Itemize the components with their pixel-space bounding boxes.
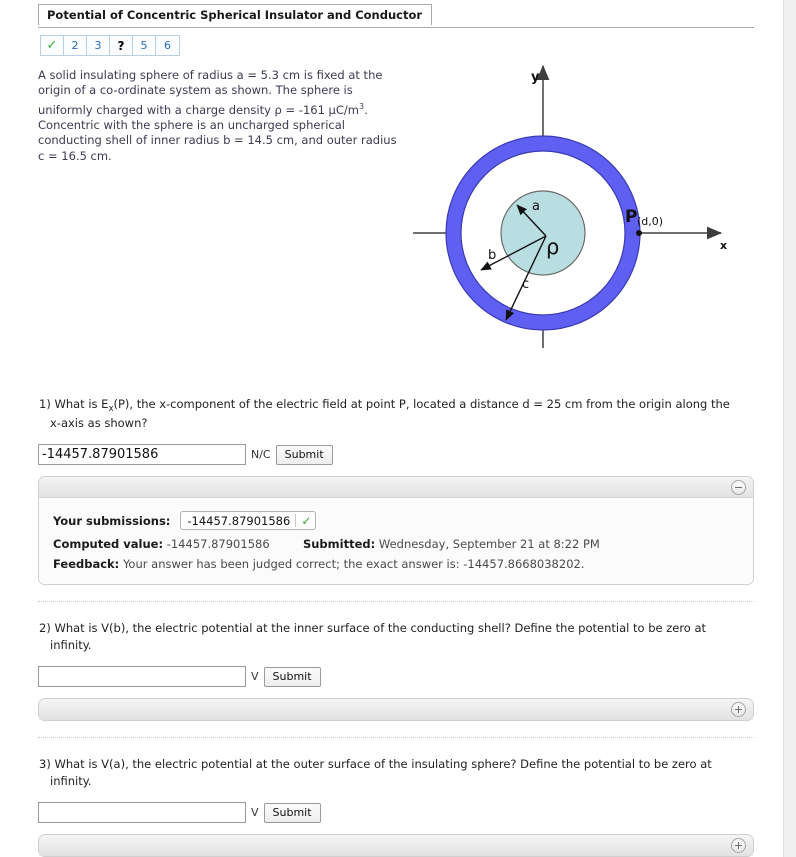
computed-value-label: Computed value: — [53, 537, 164, 552]
question-1-text-line2: x-axis as shown? — [50, 416, 148, 431]
separator-1 — [38, 601, 754, 602]
nav-tab-1[interactable]: ✓ — [41, 36, 64, 55]
nav-tab-2[interactable]: 2 — [64, 36, 87, 55]
question-3-text — [38, 756, 754, 790]
physics-diagram — [413, 48, 754, 368]
nav-tab-6[interactable]: 6 — [156, 36, 179, 55]
label-c: c — [522, 277, 530, 292]
submitted-value: Wednesday, September 21 at 8:22 PM — [378, 537, 600, 552]
feedback-value: Your answer has been judged correct; the exact answer is: -14457.8668038202. — [122, 557, 585, 572]
question-2-text — [38, 620, 754, 654]
y-axis-label: y — [531, 70, 540, 85]
question-2-answer-row — [38, 666, 754, 687]
submission-value-box — [180, 511, 316, 530]
question-3 — [38, 756, 754, 857]
question-1-submissions-row — [53, 511, 753, 530]
plus-circle-icon[interactable] — [731, 702, 746, 717]
submission-value: -14457.87901586 — [187, 513, 291, 528]
submissions-label: Your submissions: — [53, 513, 171, 528]
question-3-number: 3) — [39, 757, 51, 772]
question-2-submit-button[interactable]: Submit — [264, 667, 321, 687]
submitted-label: Submitted: — [302, 537, 376, 552]
question-1-result-panel — [38, 476, 754, 585]
label-a: a — [532, 199, 540, 214]
nav-tab-3[interactable]: 3 — [87, 36, 110, 55]
problem-statement — [38, 68, 398, 164]
question-1-feedback-row — [53, 557, 753, 571]
question-2-panel-header — [39, 699, 753, 720]
question-1-unit-label: N/C — [251, 448, 271, 462]
minus-circle-icon[interactable] — [731, 480, 746, 495]
question-3-unit-label: V — [251, 806, 259, 820]
question-1-panel-body — [39, 498, 753, 584]
question-1-text-post: (P), the x-component of the electric field at point P, located a distance d = 25 cm from the origin along the — [113, 397, 730, 412]
question-2-unit-label: V — [251, 670, 259, 684]
question-2-text-main: What is V(b), the electric potential at the inner surface of the conducting shell? Define the potential to be zero at — [54, 621, 707, 636]
question-1-number: 1) — [39, 397, 51, 412]
submission-divider — [295, 514, 296, 527]
statement-line-5: conducting shell of inner radius b = 14.5 cm, and outer radius c — [38, 133, 397, 163]
statement-line-2: origin of a co-ordinate system as shown. The sphere is — [38, 83, 353, 98]
label-point-p-subscript: (d,0) — [637, 215, 664, 228]
question-1-text-pre: What is E — [54, 397, 109, 412]
statement-line-4: Concentric with the sphere is an uncharged spherical — [38, 118, 345, 133]
x-axis-label: x — [720, 239, 728, 252]
statement-line-3: uniformly charged with a charge density ρ = -161 μC/m — [38, 102, 359, 117]
question-2-text-line2: infinity. — [50, 638, 92, 653]
question-3-panel-header — [39, 835, 753, 856]
point-p-marker — [636, 230, 642, 236]
question-3-submit-button[interactable]: Submit — [264, 803, 321, 823]
green-check-icon: ✓ — [301, 513, 312, 528]
question-2-number: 2) — [39, 621, 51, 636]
title-tab-row — [38, 4, 754, 28]
question-1-text — [38, 396, 754, 432]
separator-2 — [38, 737, 754, 738]
question-1-answer-row — [38, 444, 754, 465]
nav-tab-4[interactable]: ? — [110, 36, 133, 55]
question-3-text-main: What is V(a), the electric potential at the outer surface of the insulating sphere? Define the potential to be zero at — [54, 757, 712, 772]
question-1 — [38, 396, 754, 585]
question-nav-tabs — [40, 35, 180, 56]
question-2 — [38, 620, 754, 721]
plus-circle-icon[interactable] — [731, 838, 746, 853]
question-3-answer-row — [38, 802, 754, 823]
question-2-answer-input[interactable] — [38, 666, 246, 687]
label-b: b — [488, 248, 497, 263]
question-3-text-line2: infinity. — [50, 774, 92, 789]
question-1-submit-button[interactable]: Submit — [276, 445, 333, 465]
question-2-result-panel — [38, 698, 754, 721]
statement-line-3-end: . — [364, 102, 368, 117]
question-1-panel-header — [39, 477, 753, 498]
label-rho: ρ — [546, 235, 560, 259]
statement-exponent: 3 — [358, 101, 365, 111]
nav-tab-5[interactable]: 5 — [133, 36, 156, 55]
page-title: Potential of Concentric Spherical Insulator and Conductor — [38, 4, 432, 25]
statement-line-1: A solid insulating sphere of radius a = 5.3 cm is fixed at the — [38, 68, 383, 82]
question-1-answer-input[interactable] — [38, 444, 246, 465]
label-point-p: P — [625, 207, 638, 227]
question-3-answer-input[interactable] — [38, 802, 246, 823]
computed-value: -14457.87901586 — [166, 537, 270, 552]
title-underline — [38, 27, 754, 28]
vertical-scrollbar[interactable] — [783, 0, 796, 857]
question-3-result-panel — [38, 834, 754, 857]
question-1-computed-row — [53, 537, 753, 551]
feedback-label: Feedback: — [53, 557, 120, 572]
question-1-subscript: x — [108, 404, 114, 415]
statement-line-6: = 16.5 cm. — [47, 148, 112, 163]
content-column — [38, 0, 754, 857]
